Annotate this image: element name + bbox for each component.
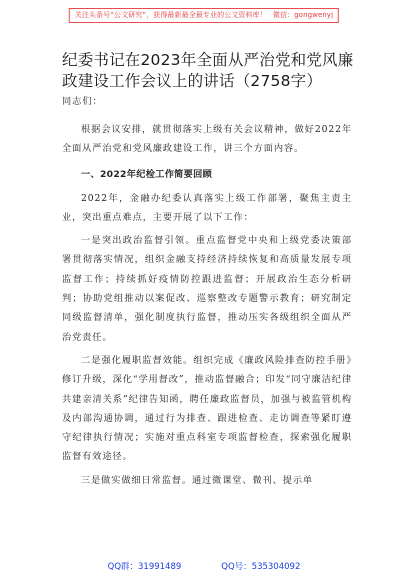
paragraph-political-supervision: 一是突出政治监督引领。重点监督党中央和上级党委决策部署贯彻落实情况，组织金融支持经济持续恢复和高质量发展专项监督工作；持续抓好疫情防控跟进监督；开展政治生态分析研判；协助党组推动以案促改、巡察整改专题警示教育；研究制定同级监督清单，强化制度执行监督，推动压实各级组织全面从严治党责任。 [62,235,352,343]
paragraph-summary: 2022年，金融办纪委认真落实上级工作部署，聚焦主责主业，突出重点难点，主要开展了以下工作： [62,192,352,223]
paragraph-duty-supervision: 二是强化履职监督效能。组织完成《廉政风险排查防控手册》修订升级，深化“学用督改”，推动监督融合；印发“同守廉洁纪律共建亲清关系”纪律告知函，聘任廉政监督员，加强与被监管机构及内部沟通协调，通过行为排查、跟进检查、走访调查等紧盯遵守纪律执行情况；实施对重点科室专项监督检查，探索强化履职监督有效途径。 [62,354,352,463]
document-title: 纪委书记在2023年全面从严治党和党风廉政建设工作会议上的讲话（2758字） [62,51,354,90]
banner-text: 关注头条号“公文研究”，获得最新最全最专业的公文资料库！ [74,11,267,19]
banner-wechat: 微信：gongwenyj [272,11,334,19]
paragraph-daily-supervision: 三是做实做细日常监督。通过微课堂、微刊、提示单 [81,474,314,486]
promo-banner [69,8,339,23]
paragraph-intro: 根据会议安排，就贯彻落实上级有关会议精神，做好2022年全面从严治党和党风廉政建设工作，讲三个方面内容。 [62,124,352,155]
qq-group-link[interactable]: QQ群：31991489 [107,562,182,572]
document-body [62,92,352,490]
qq-number-link[interactable]: QQ号：535304092 [221,562,301,572]
contact-footer [0,560,408,572]
salutation: 同志们： [62,96,103,107]
section-heading-1: 一、2022年纪检工作简要回顾 [81,168,213,180]
